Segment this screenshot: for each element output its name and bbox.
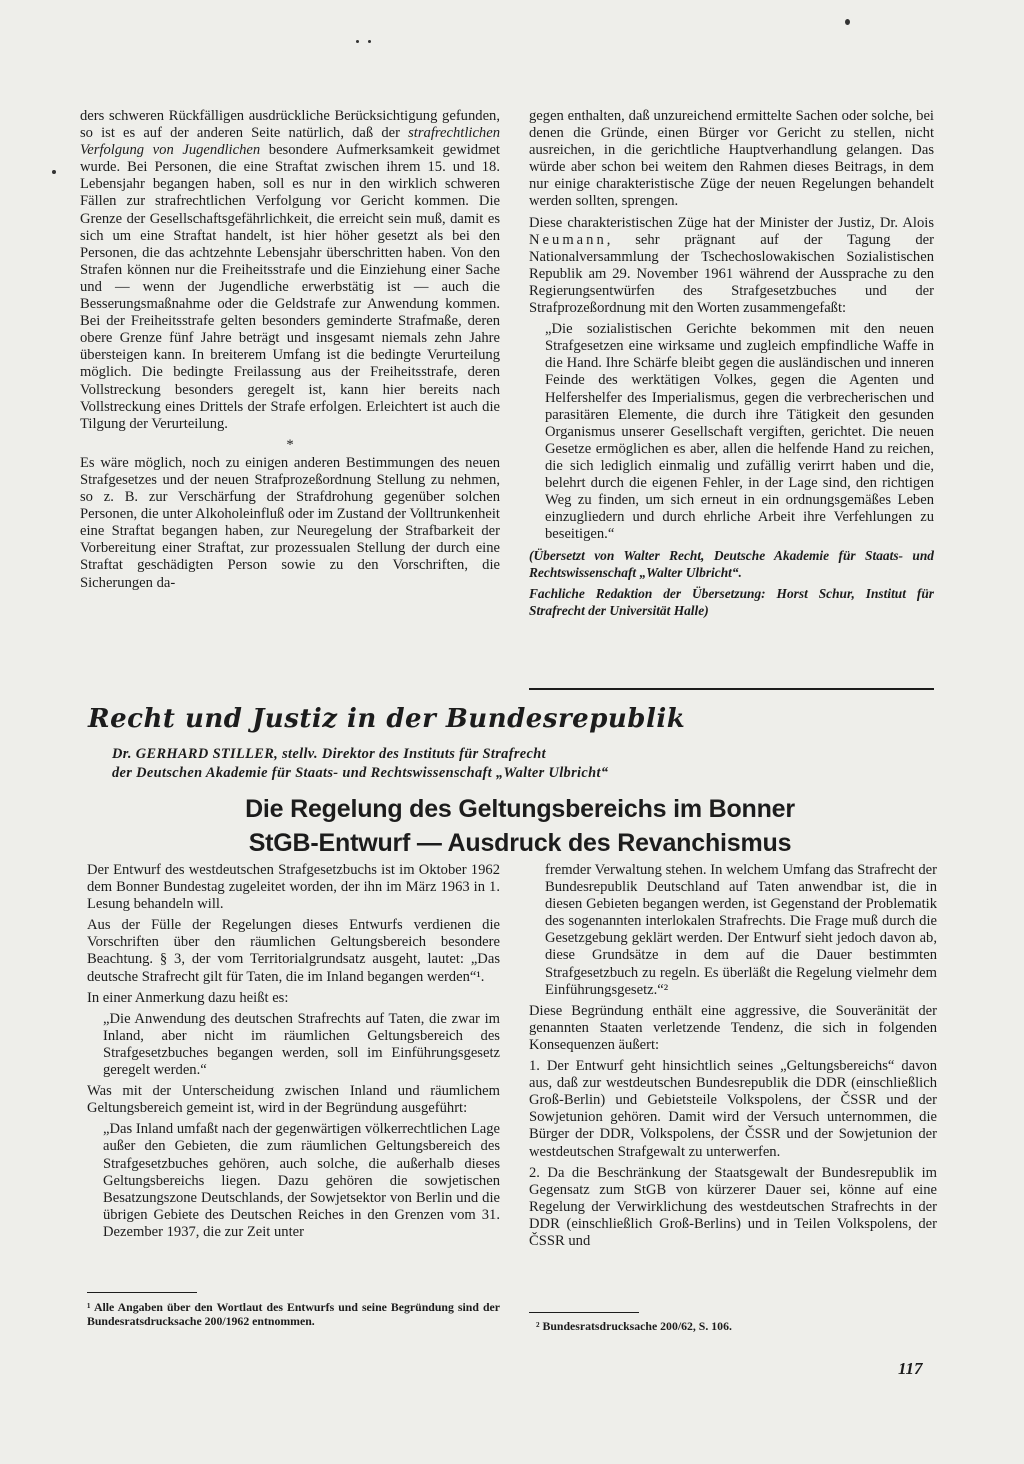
print-speck <box>356 40 359 43</box>
article-headline <box>150 792 890 860</box>
col2-p2-name: Neumann <box>529 231 607 248</box>
col4-paragraph-2: 1. Der Entwurf geht hinsichtlich seines „Geltungsbereichs“ davon aus, daß zur westdeutschen Bundesrepublik die DDR (einschließlich Groß-Berlin) und Gebietsteile Volkspolens, der ČSSR und der Sowjetunion gehören. Damit wird der Versuch unternommen, die Bürger der DDR, Volkspolens, der ČSSR und der Sowjetunion der westdeutschen Strafgewalt zu unterwerfen. <box>529 1058 937 1160</box>
headline-line-2: StGB-Entwurf — Ausdruck des Revanchismus <box>248 829 792 857</box>
column-bottom-left <box>87 862 500 1245</box>
section-title: Recht und Justiz in der Bundesrepublik <box>88 704 686 734</box>
footnote-rule-left <box>87 1292 197 1293</box>
col1-p1-italic: strafrechtlichen Verfolgung von Jugendlichen <box>80 125 500 159</box>
author-line-1: Dr. GERHARD STILLER, stellv. Direktor des Instituts für Strafrecht <box>112 746 546 762</box>
print-speck <box>845 19 850 25</box>
col2-paragraph-1: gegen enthalten, daß unzureichend ermittelte Sachen oder solche, bei denen die Gründe, einen Bürger vor Gericht zu stellen, nicht ausreichen, in die gerichtliche Hauptverhandlung gelangen. Das würde aber schon bei weitem den Rahmen dieses Beitrags, in dem nur einige charakteristische Züge der neuen Regelungen behandelt werden sollten, sprengen. <box>529 108 934 210</box>
author-line-2: der Deutschen Akademie für Staats- und Rechtswissenschaft „Walter Ulbricht“ <box>112 765 609 781</box>
col2-p2-end: , sehr prägnant auf der Tagung der Nationalversammlung der Tschechoslowakischen Sozialistischen Republik am 29. November 1961 während der Aussprache zu den Regierungsentwürfen des Strafgesetzbuches und der Strafprozeßordnung mit den Worten zusammengefaßt: <box>529 231 934 317</box>
page-number: 117 <box>898 1359 923 1378</box>
print-speck <box>368 40 371 43</box>
col4-paragraph-1: Diese Begründung enthält eine aggressive, die Souveränität der genannten Staaten verletzende Tendenz, die sich in folgenden Konsequenzen äußert: <box>529 1002 937 1053</box>
col3-paragraph-1: Der Entwurf des westdeutschen Strafgesetzbuchs ist im Oktober 1962 dem Bonner Bundestag zugeleitet worden, der ihn im März 1963 in 1. Lesung behandeln will. <box>87 862 500 913</box>
footnote-rule-right <box>529 1312 639 1313</box>
section-divider-rule <box>529 688 934 690</box>
col2-p2-start: Diese charakteristischen Züge hat der Minister der Justiz, Dr. Alois <box>529 214 934 231</box>
col3-quote-2: „Das Inland umfaßt nach der gegenwärtigen völkerrechtlichen Lage außer den Gebieten, die zum räumlichen Geltungsbereich des Strafgesetzbuches gehören, auch solche, die außerhalb dieses Geltungsbereichs liegen. Dazu gehören die sowjetischen Besatzungszone Deutschlands, der Sowjetsektor von Berlin und die übrigen Gebiete des Deutschen Reiches in den Grenzen vom 31. Dezember 1937, die zur Zeit unter <box>103 1121 500 1240</box>
author-byline <box>112 745 912 783</box>
col4-paragraph-3: 2. Da die Beschränkung der Staatsgewalt der Bundesrepublik im Gegensatz zum StGB von kürzerer Dauer sei, könne auf eine Regelung der Verwirklichung des westdeutschen Strafrechts in der DDR (einschließlich Groß-Berlins) und in Teilen Volkspolens, der ČSSR und <box>529 1164 937 1249</box>
column-bottom-right <box>529 862 937 1254</box>
print-speck <box>52 170 56 174</box>
col1-p1-rest: besondere Aufmerksamkeit gewidmet wurde. Bei Personen, die eine Straftat zwischen ihrem 15. und 18. Lebensjahr begangen haben, soll es nur in den wirklich schweren Fällen zur strafrechtlichen Verfolgung vor Gericht kommen. Die Grenze der Gesellschaftsgefährlichkeit, die erreicht sein muß, damit es sich um eine Straftat handelt, ist hier höher gesetzt als bei den Personen, die das achtzehnte Lebensjahr überschritten haben. Von den Strafen können nur die Freiheitsstrafe und die Einziehung einer Sache und — wenn der Jugendliche erwerbstätig ist — auch die Besserungsmaßnahme oder die Geldstrafe zur Anwendung kommen. Bei der Freiheitsstrafe gelten besonders geminderte Strafmaße, deren obere Grenze fünf Jahre beträgt und insgesamt niemals zehn Jahre übersteigen kann. In breiterem Umfang ist die bedingte Verurteilung möglich. Die bedingte Freilassung aus der Freiheitsstrafe, deren Vollstreckung besonders geregelt ist, kann hier bereits nach Vollstreckung eines Drittels der Strafe erfolgen. Erleichtert ist auch die Tilgung der Verurteilung. <box>80 142 500 432</box>
translation-credit: (Übersetzt von Walter Recht, Deutsche Akademie für Staats- und Rechtswissenschaft „Walter Ulbricht“. <box>529 548 934 581</box>
footnote-1: ¹ Alle Angaben über den Wortlaut des Entwurfs und seine Begründung sind der Bundesratsdrucksache 200/1962 entnommen. <box>87 1300 500 1328</box>
col1-paragraph-2: Es wäre möglich, noch zu einigen anderen Bestimmungen des neuen Strafgesetzes und der neuen Strafprozeßordnung Stellung zu nehmen, so z. B. zur Verschärfung der Strafdrohung gegenüber solchen Personen, die unter Alkoholeinfluß oder im Zustand der Volltrunkenheit eine Straftat begangen haben, zur Neuregelung der Strafbarkeit der Vorbereitung einer Straftat, zur prozessualen Stellung der durch eine Straftat geschädigten Person sowie zu den Vorschriften, die Sicherungen da- <box>80 454 500 591</box>
minister-quote: „Die sozialistischen Gerichte bekommen mit den neuen Strafgesetzen eine wirksame und zugleich empfindliche Waffe in die Hand. Ihre Schärfe bleibt gegen die ausländischen und inneren Feinde des werktätigen Volkes, gegen die Agenten und Helfershelfer des Imperialismus, gegen die verbrecherischen und parasitären Elemente, die durch ihre Tätigkeit den gesunden Organismus unserer Gesellschaft vergiften, gerichtet. Die neuen Gesetze ermöglichen es aber, allen die helfende Hand zu reichen, die sich lediglich einmalig und zufällig verirrt haben und die, belehrt durch die eigenen Fehler, in der Lage sind, den richtigen Weg zu finden, um sich erneut in ein ordnungsgemäßes Leben einzugliedern und durch ehrliche Arbeit ihre Verfehlungen zu beseitigen.“ <box>545 321 934 543</box>
col3-paragraph-3: In einer Anmerkung dazu heißt es: <box>87 989 289 1006</box>
headline-line-1: Die Regelung des Geltungsbereichs im Bonner <box>245 795 795 823</box>
editorial-credit: Fachliche Redaktion der Übersetzung: Horst Schur, Institut für Strafrecht der Universität Halle) <box>529 586 934 619</box>
column-top-right <box>529 108 934 623</box>
section-separator-star: * <box>286 436 294 453</box>
col3-quote-1: „Die Anwendung des deutschen Strafrechts auf Taten, die zwar im Inland, aber nicht im räumlichen Geltungsbereich des Strafgesetzbuches begangen werden, soll im Einführungsgesetz geregelt werden.“ <box>103 1010 500 1079</box>
col4-quote-continuation: fremder Verwaltung stehen. In welchem Umfang das Strafrecht der Bundesrepublik Deutschland auf Taten anwendbar ist, die in diesen Gebieten begangen werden, ist Gegenstand der Problematik des sogenannten interlokalen Strafrechts. Die Frage muß durch die Gesetzgebung geklärt werden. Der Entwurf sieht jedoch davon ab, diese Grundsätze in dem auf die Dauer bestimmten Strafgesetzbuch zu regeln. Es überläßt die Regelung vielmehr dem Einführungsgesetz.“² <box>545 862 937 998</box>
col3-paragraph-4: Was mit der Unterscheidung zwischen Inland und räumlichem Geltungsbereich gemeint ist, wird in der Begründung ausgeführt: <box>87 1083 500 1117</box>
col1-p1-text: ders schweren Rückfälligen ausdrückliche Berücksichtigung gefunden, so ist es auf der anderen Seite natürlich, daß der <box>80 108 500 142</box>
footnote-2: ² Bundesratsdrucksache 200/62, S. 106. <box>536 1319 732 1333</box>
col3-paragraph-2: Aus der Fülle der Regelungen dieses Entwurfs verdienen die Vorschriften über den räumlichen Geltungsbereich besondere Beachtung. § 3, der vom Territorialgrundsatz ausgeht, lautet: „Das deutsche Strafrecht gilt für Taten, die im Inland begangen werden“¹. <box>87 917 500 985</box>
column-top-left <box>80 108 500 596</box>
